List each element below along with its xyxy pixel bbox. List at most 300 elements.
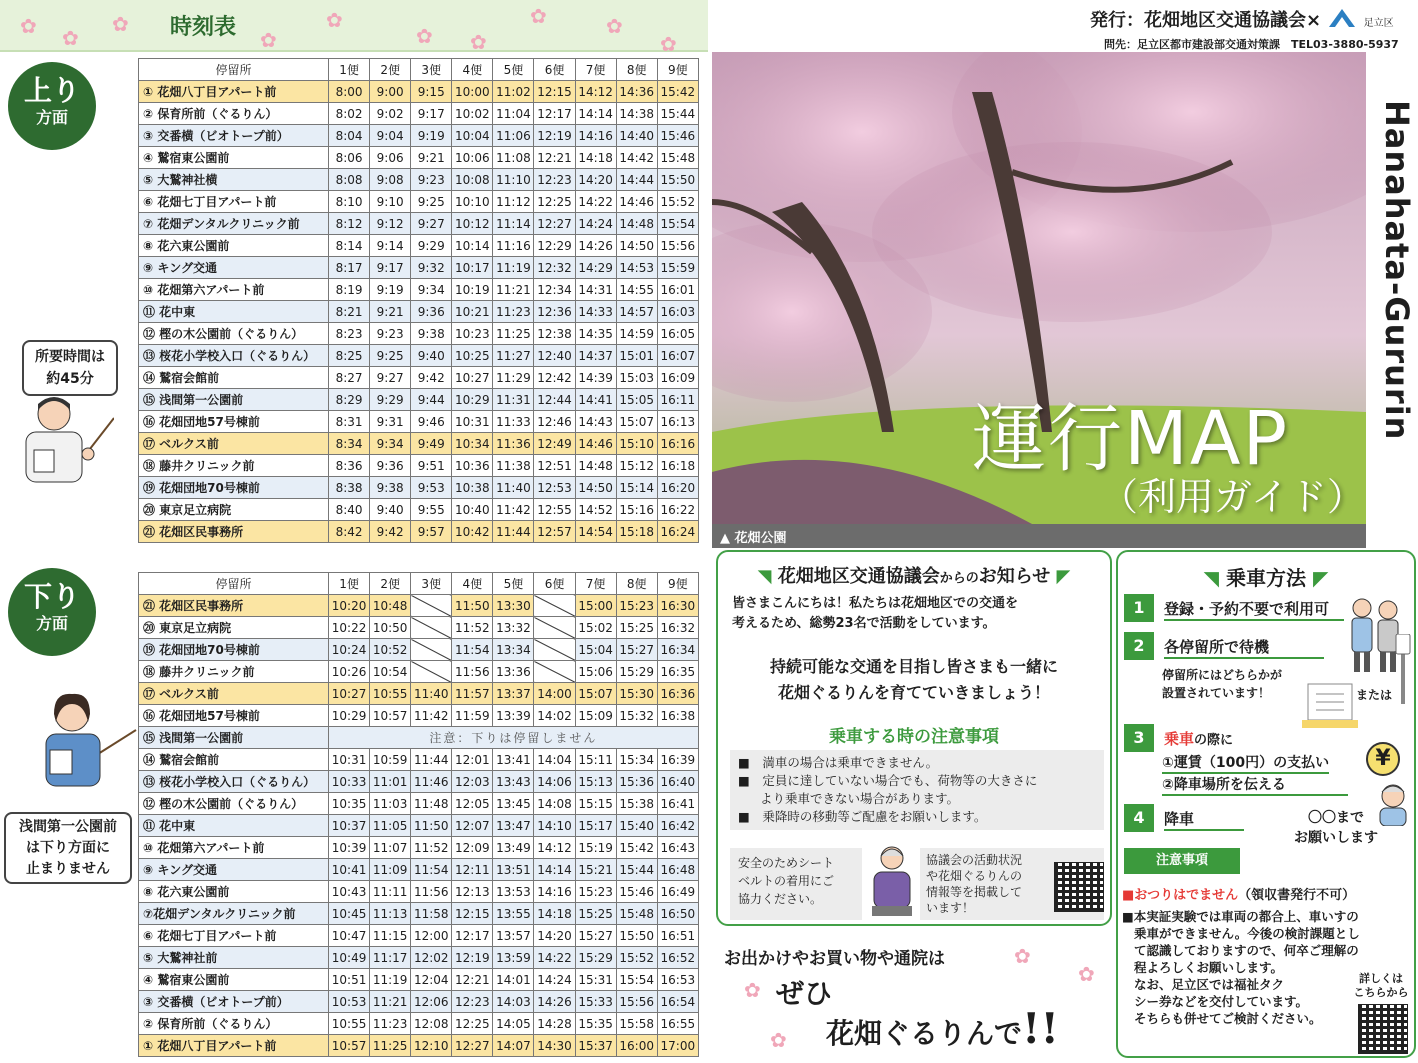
departure-time: 8:17 [329, 257, 370, 279]
table-row [139, 1013, 699, 1035]
info-text-2: や花畑ぐるりんの [926, 869, 1023, 883]
stop-name: ⑤ 大鷲神社前 [139, 947, 329, 969]
departure-time: 9:42 [370, 521, 411, 543]
departure-time: 9:25 [411, 191, 452, 213]
departure-time: 12:19 [452, 947, 493, 969]
departure-time: 11:14 [493, 213, 534, 235]
departure-time: 10:36 [452, 455, 493, 477]
departure-time: 9:12 [370, 213, 411, 235]
departure-time: 16:41 [657, 793, 698, 815]
departure-time: 13:36 [493, 661, 534, 683]
departure-time: 11:52 [411, 837, 452, 859]
departure-time: 15:25 [616, 617, 657, 639]
departure-time: 11:07 [370, 837, 411, 859]
departure-time: 10:10 [452, 191, 493, 213]
departure-time: 12:29 [534, 235, 575, 257]
departure-time: 13:43 [493, 771, 534, 793]
departure-time: 12:11 [452, 859, 493, 881]
stop-name: ⑥ 花畑七丁目アパート前 [139, 925, 329, 947]
departure-time: 12:13 [452, 881, 493, 903]
seatbelt-text-3: 協力ください。 [738, 892, 823, 906]
departure-time: 14:39 [575, 367, 616, 389]
departure-time: 9:23 [411, 169, 452, 191]
no-service-cell [534, 617, 575, 639]
departure-time: 10:26 [329, 661, 370, 683]
departure-time: 14:00 [534, 683, 575, 705]
departure-time: 14:57 [616, 301, 657, 323]
departure-time: 8:08 [329, 169, 370, 191]
adachi-logo-icon [1327, 7, 1357, 29]
departure-time: 8:02 [329, 103, 370, 125]
stop-name: ⑮ 浅間第一公園前 [139, 389, 329, 411]
departure-time: 12:00 [411, 925, 452, 947]
stop-name: ⑦花畑デンタルクリニック前 [139, 903, 329, 925]
trip-column-header: 4便 [452, 59, 493, 81]
departure-time: 13:47 [493, 815, 534, 837]
departure-time: 9:40 [411, 345, 452, 367]
stop-name: ⑫ 樫の木公園前（ぐるりん） [139, 323, 329, 345]
stop-name: ① 花畑八丁目アパート前 [139, 81, 329, 103]
departure-time: 14:08 [534, 793, 575, 815]
step-3-rest: の際に [1194, 733, 1234, 748]
departure-time: 13:59 [493, 947, 534, 969]
departure-time: 10:48 [370, 595, 411, 617]
departure-time: 11:19 [370, 969, 411, 991]
departure-time: 16:09 [657, 367, 698, 389]
departure-time: 15:03 [616, 367, 657, 389]
departure-time: 10:59 [370, 749, 411, 771]
departure-time: 10:31 [452, 411, 493, 433]
departure-time: 10:19 [452, 279, 493, 301]
departure-time: 13:53 [493, 881, 534, 903]
departure-time: 10:22 [329, 617, 370, 639]
departure-time: 10:55 [329, 1013, 370, 1035]
stop-name: ① 花畑八丁目アパート前 [139, 1035, 329, 1057]
duration-bubble [22, 340, 118, 396]
departure-time: 11:42 [411, 705, 452, 727]
speech-line-1: 〇〇まで [1308, 810, 1364, 826]
departure-time: 10:42 [452, 521, 493, 543]
departure-time: 15:52 [657, 191, 698, 213]
stop-name: ③ 交番横（ビオトープ前） [139, 991, 329, 1013]
departure-time: 11:50 [452, 595, 493, 617]
departure-time: 15:46 [616, 881, 657, 903]
departure-time: 10:51 [329, 969, 370, 991]
ward-logo-text: 足立区 [1363, 18, 1394, 29]
departure-time: 16:16 [657, 433, 698, 455]
notice-title-a: 花畑地区交通協議会 [777, 566, 940, 587]
departure-time: 15:48 [616, 903, 657, 925]
departure-time: 14:41 [575, 389, 616, 411]
details-qr-code-icon[interactable] [1358, 1004, 1408, 1054]
table-row [139, 323, 699, 345]
stop-name: ⑯ 花畑団地57号棟前 [139, 411, 329, 433]
no-change-note [1122, 884, 1355, 903]
departure-time: 10:06 [452, 147, 493, 169]
departure-time: 14:14 [575, 103, 616, 125]
wheelchair-note [1122, 908, 1360, 1027]
departure-time: 8:27 [329, 367, 370, 389]
departure-time: 8:23 [329, 323, 370, 345]
departure-time: 8:25 [329, 345, 370, 367]
departure-time: 15:56 [616, 991, 657, 1013]
table-row [139, 279, 699, 301]
departure-time: 10:29 [329, 705, 370, 727]
stop-name: ⑰ ベルクス前 [139, 433, 329, 455]
departure-time: 10:33 [329, 771, 370, 793]
departure-time: 10:24 [329, 639, 370, 661]
departure-time: 15:18 [616, 521, 657, 543]
contact-line: 問先：足立区都市建設部交通対策課 TEL03-3880-5937 [1104, 38, 1399, 51]
departure-time: 14:03 [493, 991, 534, 1013]
departure-time: 9:21 [411, 147, 452, 169]
departure-time: 10:54 [370, 661, 411, 683]
details-line-2: こちらから [1353, 986, 1409, 999]
departure-time: 10:12 [452, 213, 493, 235]
departure-time: 10:57 [370, 705, 411, 727]
departure-time: 10:08 [452, 169, 493, 191]
departure-time: 12:17 [452, 925, 493, 947]
departure-time: 15:23 [616, 595, 657, 617]
no-change-rest: （領収書発行不可） [1238, 888, 1356, 903]
departure-time: 10:45 [329, 903, 370, 925]
departure-time: 12:55 [534, 499, 575, 521]
photo-caption: ▲ 花畑公園 [712, 524, 1366, 548]
departure-time: 15:29 [616, 661, 657, 683]
departure-time: 8:06 [329, 147, 370, 169]
step-3-red: 乗車 [1164, 730, 1195, 748]
departure-time: 13:34 [493, 639, 534, 661]
skip-note: 注意：下りは停留しません [329, 727, 699, 749]
stop-name: ④ 鷲宿東公園前 [139, 969, 329, 991]
departure-time: 9:06 [370, 147, 411, 169]
departure-time: 16:40 [657, 771, 698, 793]
departure-time: 16:34 [657, 639, 698, 661]
petal-icon: ✿ [62, 26, 79, 50]
departure-time: 10:27 [452, 367, 493, 389]
slogan-line-1: お出かけやお買い物や通院は [724, 949, 945, 969]
stop-name: ⑩ 花畑第六アパート前 [139, 279, 329, 301]
departure-time: 8:19 [329, 279, 370, 301]
caution-item: ■ 満車の場合は乗車できません。 [738, 755, 939, 770]
departure-time: 16:32 [657, 617, 698, 639]
skip-text-1: 浅間第一公園前 [19, 819, 117, 835]
departure-time: 14:16 [575, 125, 616, 147]
departure-time: 15:59 [657, 257, 698, 279]
departure-time: 15:44 [616, 859, 657, 881]
trip-column-header: 8便 [616, 573, 657, 595]
departure-time: 14:30 [534, 1035, 575, 1057]
bus-stop-pole-icon [1394, 634, 1412, 704]
departure-time: 9:29 [370, 389, 411, 411]
trip-column-header: 3便 [411, 59, 452, 81]
departure-time: 16:54 [657, 991, 698, 1013]
departure-time: 15:32 [616, 705, 657, 727]
departure-time: 15:07 [616, 411, 657, 433]
no-service-cell [411, 595, 452, 617]
stop-name: ② 保育所前（ぐるりん） [139, 1013, 329, 1035]
departure-time: 10:29 [452, 389, 493, 411]
stop-name: ⑥ 花畑七丁目アパート前 [139, 191, 329, 213]
departure-time: 13:41 [493, 749, 534, 771]
departure-time: 12:38 [534, 323, 575, 345]
departure-time: 9:57 [411, 521, 452, 543]
departure-time: 14:10 [534, 815, 575, 837]
departure-time: 12:42 [534, 367, 575, 389]
departure-time: 16:39 [657, 749, 698, 771]
departure-time: 14:36 [616, 81, 657, 103]
table-row [139, 191, 699, 213]
departure-time: 12:44 [534, 389, 575, 411]
stop-name: ⑯ 花畑団地57号棟前 [139, 705, 329, 727]
stop-name: ⑭ 鷲宿会館前 [139, 367, 329, 389]
departure-time: 9:34 [370, 433, 411, 455]
up-table-header [139, 59, 699, 81]
no-service-cell [534, 639, 575, 661]
table-row [139, 705, 699, 727]
petal-icon: ✿ [744, 978, 761, 1002]
departure-time: 9:14 [370, 235, 411, 257]
departure-time: 11:44 [493, 521, 534, 543]
departure-time: 11:21 [370, 991, 411, 1013]
petal-icon: ✿ [1014, 944, 1031, 968]
departure-time: 15:40 [616, 815, 657, 837]
departure-time: 12:34 [534, 279, 575, 301]
departure-time: 15:07 [575, 683, 616, 705]
publisher-line [1090, 6, 1394, 32]
step-3-text [1164, 728, 1233, 749]
departure-time: 15:42 [657, 81, 698, 103]
departure-time: 11:04 [493, 103, 534, 125]
departure-time: 15:14 [616, 477, 657, 499]
table-row [139, 793, 699, 815]
departure-time: 13:39 [493, 705, 534, 727]
departure-time: 10:43 [329, 881, 370, 903]
map-sub-title: （利用ガイド） [1100, 475, 1365, 519]
details-line-1: 詳しくは [1359, 972, 1403, 985]
departure-time: 8:04 [329, 125, 370, 147]
departure-time: 11:08 [493, 147, 534, 169]
wheel-line-5: なお、足立区では福祉タク [1134, 977, 1285, 992]
trip-column-header: 5便 [493, 573, 534, 595]
departure-time: 11:46 [411, 771, 452, 793]
step-2-text: 各停留所で待機 [1164, 636, 1324, 659]
stop-name: ⑱ 藤井クリニック前 [139, 455, 329, 477]
departure-time: 15:33 [575, 991, 616, 1013]
table-row [139, 235, 699, 257]
table-row [139, 661, 699, 683]
departure-time: 14:52 [575, 499, 616, 521]
departure-time: 16:52 [657, 947, 698, 969]
no-service-cell [411, 661, 452, 683]
departure-time: 11:06 [493, 125, 534, 147]
speech-line-2: お願いします [1294, 830, 1378, 846]
info-text-3: 情報等を掲載して [926, 885, 1023, 899]
departure-time: 14:29 [575, 257, 616, 279]
stop-name: ⑰ ベルクス前 [139, 683, 329, 705]
stop-name: ⑨ キング交通 [139, 257, 329, 279]
caution-text-3: より乗車できない場合があります。 [760, 791, 960, 806]
departure-time: 11:31 [493, 389, 534, 411]
departure-time: 9:44 [411, 389, 452, 411]
departure-time: 11:17 [370, 947, 411, 969]
stop-name: ⑧ 花六東公園前 [139, 235, 329, 257]
departure-time: 12:17 [534, 103, 575, 125]
departure-time: 12:46 [534, 411, 575, 433]
departure-time: 14:38 [616, 103, 657, 125]
departure-time: 13:51 [493, 859, 534, 881]
departure-time: 15:36 [616, 771, 657, 793]
table-row [139, 411, 699, 433]
departure-time: 15:44 [657, 103, 698, 125]
departure-time: 11:23 [493, 301, 534, 323]
departure-time: 14:07 [493, 1035, 534, 1057]
fare-text: ①運賃（100円）の支払い [1162, 752, 1329, 774]
departure-time: 12:53 [534, 477, 575, 499]
departure-time: 15:01 [616, 345, 657, 367]
stop-name: ⑱ 藤井クリニック前 [139, 661, 329, 683]
departure-time: 12:23 [452, 991, 493, 1013]
departure-time: 9:27 [370, 367, 411, 389]
departure-time: 9:29 [411, 235, 452, 257]
departure-time: 11:57 [452, 683, 493, 705]
stop-name: ⑪ 花中東 [139, 301, 329, 323]
wheel-line-7: そちらも併せてご検討ください。 [1134, 1011, 1322, 1026]
departure-time: 11:09 [370, 859, 411, 881]
departure-time: 15:13 [575, 771, 616, 793]
departure-time: 10:57 [329, 1035, 370, 1057]
departure-time: 14:18 [575, 147, 616, 169]
seatbelt-note [730, 848, 862, 920]
departure-time: 14:20 [575, 169, 616, 191]
stop-column-header: 停留所 [139, 59, 329, 81]
table-row [139, 991, 699, 1013]
departure-time: 15:23 [575, 881, 616, 903]
table-row [139, 969, 699, 991]
departure-time: 12:03 [452, 771, 493, 793]
departure-time: 8:00 [329, 81, 370, 103]
vertical-brand-title: Hanahata-Gururin [1378, 100, 1416, 441]
departure-time: 12:49 [534, 433, 575, 455]
departure-time: 14:22 [534, 947, 575, 969]
info-text-4: います！ [926, 901, 975, 915]
message-line-1: 持続可能な交通を目指し皆さまも一緒に [769, 657, 1058, 676]
departure-time: 12:40 [534, 345, 575, 367]
down-direction-badge [8, 568, 96, 656]
departure-time: 13:30 [493, 595, 534, 617]
details-label [1350, 972, 1412, 1000]
departure-time: 10:27 [329, 683, 370, 705]
departure-time: 16:11 [657, 389, 698, 411]
departure-time: 10:25 [452, 345, 493, 367]
seatbelt-text-2: ベルトの着用にご [738, 874, 835, 888]
departure-time: 14:01 [493, 969, 534, 991]
or-label: または [1356, 688, 1393, 702]
departure-time: 13:45 [493, 793, 534, 815]
no-service-cell [411, 617, 452, 639]
council-qr-code-icon[interactable] [1054, 862, 1104, 912]
up-badge-sub: 方面 [35, 108, 68, 127]
departure-time: 14:40 [616, 125, 657, 147]
departure-time: 15:27 [575, 925, 616, 947]
table-row [139, 103, 699, 125]
departure-time: 14:28 [534, 1013, 575, 1035]
departure-time: 9:46 [411, 411, 452, 433]
departure-time: 12:25 [452, 1013, 493, 1035]
departure-time: 9:15 [411, 81, 452, 103]
down-badge-main: 下り [23, 580, 80, 613]
departure-time: 15:37 [575, 1035, 616, 1057]
stop-sign-note [1162, 666, 1282, 702]
departure-time: 11:38 [493, 455, 534, 477]
stop-name: ⑬ 桜花小学校入口（ぐるりん） [139, 771, 329, 793]
stop-note-1: 停留所にはどちらかが [1162, 668, 1283, 682]
departure-time: 10:53 [329, 991, 370, 1013]
departure-time: 14:48 [616, 213, 657, 235]
skip-text-2: は下り方面に [26, 840, 110, 856]
departure-time: 15:42 [616, 837, 657, 859]
departure-time: 11:40 [493, 477, 534, 499]
departure-time: 16:24 [657, 521, 698, 543]
wheel-line-4: 程よろしくお願いします。 [1134, 960, 1284, 975]
departure-time: 15:25 [575, 903, 616, 925]
departure-time: 10:39 [329, 837, 370, 859]
notice-title: ◥ 花畑地区交通協議会からのお知らせ ◤ [757, 566, 1071, 587]
petal-icon: ✿ [20, 14, 37, 38]
departure-time: 15:00 [575, 595, 616, 617]
departure-time: 14:26 [575, 235, 616, 257]
petal-icon: ✿ [260, 28, 277, 52]
departure-time: 8:40 [329, 499, 370, 521]
slogan-exclaim: !! [1022, 1004, 1059, 1053]
wheel-line-1: ■本実証実験では車両の都合上、車いすの [1122, 909, 1359, 924]
departure-time: 10:49 [329, 947, 370, 969]
departure-time: 8:14 [329, 235, 370, 257]
table-row [139, 595, 699, 617]
step-2-number: 2 [1124, 632, 1154, 660]
departure-time: 15:30 [616, 683, 657, 705]
departure-time: 14:04 [534, 749, 575, 771]
departure-time: 16:18 [657, 455, 698, 477]
departure-time: 16:50 [657, 903, 698, 925]
departure-time: 10:41 [329, 859, 370, 881]
departure-time: 14:31 [575, 279, 616, 301]
wheel-line-6: シー券などを交付しています。 [1134, 994, 1309, 1009]
trip-column-header: 3便 [411, 573, 452, 595]
departure-time: 10:40 [452, 499, 493, 521]
departure-time: 14:16 [534, 881, 575, 903]
departure-time: 15:12 [616, 455, 657, 477]
departure-time: 12:51 [534, 455, 575, 477]
departure-time: 10:37 [329, 815, 370, 837]
departure-time: 16:51 [657, 925, 698, 947]
departure-time: 10:21 [452, 301, 493, 323]
departure-time: 12:32 [534, 257, 575, 279]
departure-time: 12:02 [411, 947, 452, 969]
wheel-line-3: て認識しておりますので、何卒ご理解の [1134, 943, 1359, 958]
departure-time: 11:44 [411, 749, 452, 771]
departure-time: 15:04 [575, 639, 616, 661]
departure-time: 12:15 [452, 903, 493, 925]
departure-time: 11:52 [452, 617, 493, 639]
stop-name: ⑲ 花畑団地70号棟前 [139, 477, 329, 499]
departure-time: 11:54 [411, 859, 452, 881]
departure-time: 9:32 [411, 257, 452, 279]
down-badge-sub: 方面 [35, 614, 68, 633]
trip-column-header: 8便 [616, 59, 657, 81]
departure-time: 11:12 [493, 191, 534, 213]
departure-time: 10:20 [329, 595, 370, 617]
